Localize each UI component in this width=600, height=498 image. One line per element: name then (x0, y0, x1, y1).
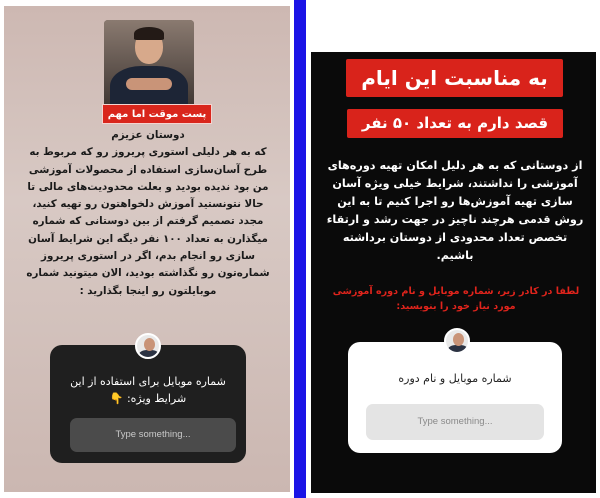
left-story-panel (4, 6, 290, 492)
sticker-answer-input[interactable]: Type something... (366, 404, 544, 440)
occasion-title: به مناسبت این ایام (346, 59, 563, 97)
left-body-text: که به هر دلیلی استوری پریروز رو که مربوط به طرح آسان‌سازی استفاده از محصولات آموزشی من بود ندیده بودید و بعلت محدودیت‌های مالی تا حالا نتونستید آموزش دلخواهتون رو تهیه کنید، مجدد تصمیم گرفتم از بین دوستانی که شماره میگذارن به تعداد ۱۰۰ نفر دیگه این شرایط آسان سازی رو انجام بدم، اگر در استوری پریروز شماره‌تون رو نگذاشته بودید، الان میتونید شماره موبایلتون رو اینجا بگذارید : (26, 146, 270, 297)
sticker-avatar (444, 328, 470, 354)
sticker-question: شماره موبایل برای استفاده از این شرایط ویژه: 👇 (70, 375, 226, 405)
count-subtitle: قصد دارم به تعداد ۵۰ نفر (347, 109, 563, 138)
greeting-text: دوستان عزیزم (111, 129, 185, 141)
sticker-avatar (135, 333, 161, 359)
call-to-action-text: لطفا در کادر زیر، شماره موبایل و نام دوره آموزشی مورد نیاز خود را بنویسید: (332, 286, 580, 312)
left-question-sticker[interactable] (50, 345, 246, 463)
blue-divider (294, 0, 306, 498)
right-body-text: از دوستانی که به هر دلیل امکان تهیه دوره‌های آموزشی را نداشتند، شرایط خیلی ویژه آسان سازی تهیه آموزش‌ها رو اجرا کنیم تا به این روش قدمی هرچند ناچیز در جهت رشد و ارتقاء تخصص تعداد محدودی از دوستان برداشته باشیم. (326, 159, 584, 262)
temporary-post-badge: پست موقت اما مهم (102, 104, 212, 124)
presenter-photo (104, 20, 194, 110)
sticker-question: شماره موبایل و نام دوره (398, 372, 512, 385)
right-question-sticker[interactable] (348, 342, 562, 453)
left-story-text (24, 127, 272, 300)
sticker-answer-input[interactable]: Type something... (70, 418, 236, 452)
right-story-panel (311, 52, 596, 493)
